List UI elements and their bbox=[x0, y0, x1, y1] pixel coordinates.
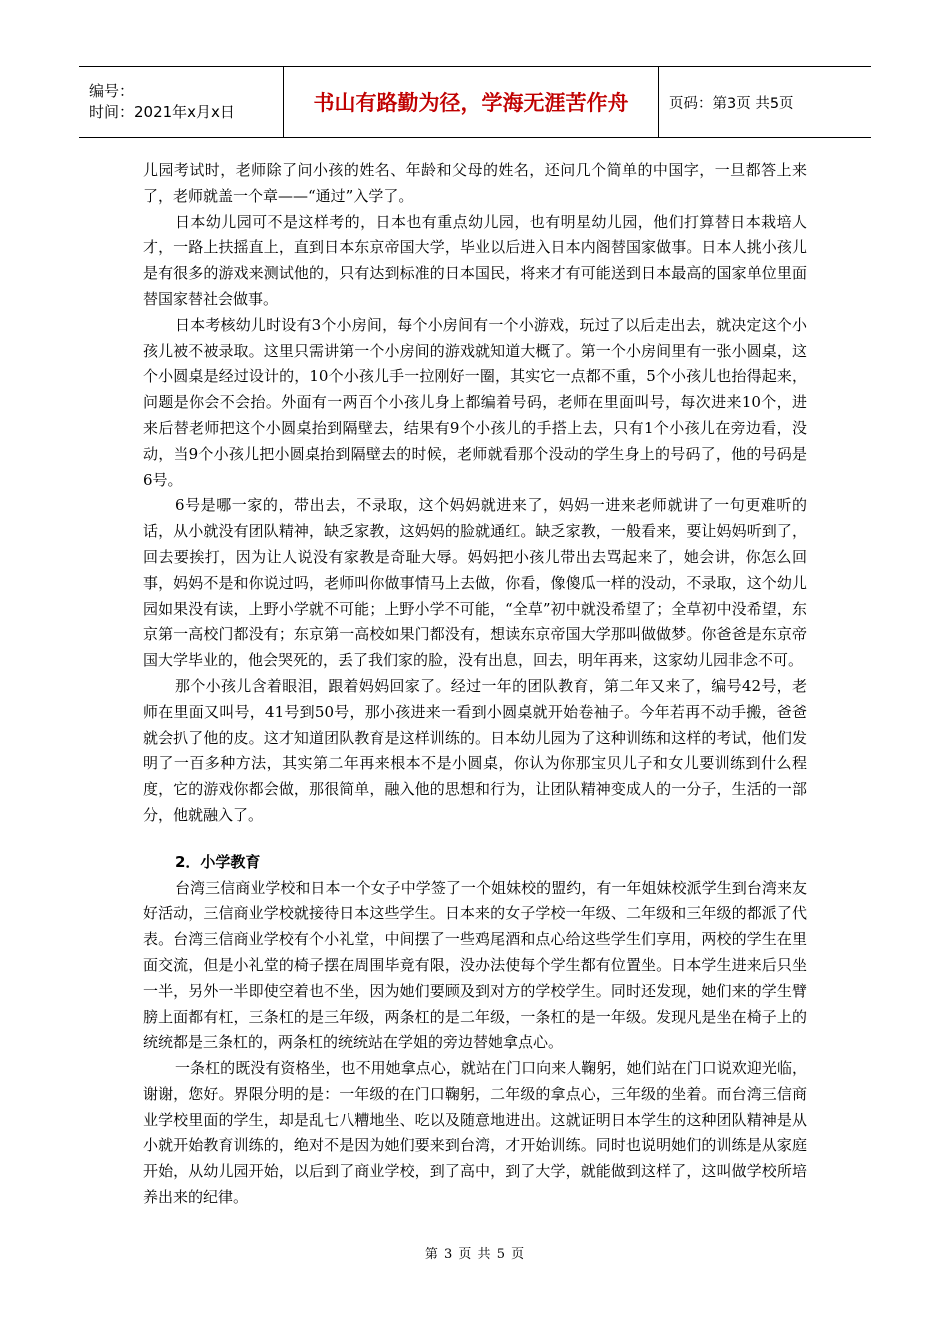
document-number-label: 编号： bbox=[89, 82, 135, 100]
header-meta bbox=[79, 67, 284, 137]
body-paragraph: 那个小孩儿含着眼泪，跟着妈妈回家了。经过一年的团队教育，第二年又来了，编号42号，老师在里面又叫号，41号到50号，那小孩进来一看到小圆桌就开始卷袖子。今年若再不动手搬，爸爸就会扒了他的皮。这才知道团队教育是这样训练的。日本幼儿园为了这种训练和这样的考试，他们发明了一百多种方法，其实第二年再来根本不是小圆桌，你认为你那宝贝儿子和女儿要训练到什么程度，它的游戏你都会做，那很简单，融入他的思想和行为，让团队精神变成人的一分子，生活的一部分，他就融入了。 bbox=[143, 676, 807, 824]
header-motto: 书山有路勤为径，学海无涯苦作舟 bbox=[313, 91, 629, 115]
header-motto-cell bbox=[284, 67, 659, 137]
body-paragraph: 台湾三信商业学校和日本一个女子中学签了一个姐妹校的盟约，有一年姐妹校派学生到台湾来友好活动，三信商业学校就接待日本这些学生。日本来的女子学校一年级、二年级和三年级的都派了代表。台湾三信商业学校有个小礼堂，中间摆了一些鸡尾酒和点心给这些学生们享用，两校的学生在里面交流，但是小礼堂的椅子摆在周围毕竟有限，没办法使每个学生都有位置坐。日本学生进来后只坐一半，另外一半即使空着也不坐，因为她们要顾及到对方的学校学生。同时还发现，她们来的学生臂膀上面都有杠，三条杠的是三年级，两条杠的是二年级，一条杠的是一年级。发现凡是坐在椅子上的统统都是三条杠的，两条杠的统统站在学姐的旁边替她拿点心。 bbox=[143, 878, 807, 1052]
body-paragraph: 一条杠的既没有资格坐，也不用她拿点心，就站在门口向来人鞠躬，她们站在门口说欢迎光临，谢谢，您好。界限分明的是：一年级的在门口鞠躬，二年级的拿点心，三年级的坐着。而台湾三信商业学校里面的学生，却是乱七八糟地坐、吃以及随意地进出。这就证明日本学生的这种团队精神是从小就开始教育训练的，绝对不是因为她们要来到台湾，才开始训练。同时也说明她们的训练是从家庭开始，从幼儿园开始，以后到了商业学校，到了高中，到了大学，就能做到这样了，这叫做学校所培养出来的纪律。 bbox=[143, 1059, 807, 1207]
body-paragraph: 日本幼儿园可不是这样考的，日本也有重点幼儿园，也有明星幼儿园，他们打算替日本栽培人才，一路上扶摇直上，直到日本东京帝国大学，毕业以后进入日本内阁替国家做事。日本人挑小孩儿是有很多的游戏来测试他的，只有达到标准的日本国民，将来才有可能送到日本最高的国家单位里面替国家替社会做事。 bbox=[143, 212, 807, 308]
header-page-cell bbox=[659, 67, 871, 137]
section-heading: 2．小学教育 bbox=[175, 852, 261, 871]
document-date-label: 时间：2021年x月x日 bbox=[89, 103, 235, 121]
page-footer: 第 3 页 共 5 页 bbox=[424, 1247, 526, 1262]
body-paragraph: 儿园考试时，老师除了问小孩的姓名、年龄和父母的姓名，还问几个简单的中国字，一旦都答上来了，老师就盖一个章——“通过”入学了。 bbox=[143, 161, 807, 205]
header-page-info: 页码：第3页 共5页 bbox=[669, 95, 794, 112]
document-body bbox=[143, 158, 807, 1211]
body-paragraph: 6号是哪一家的，带出去，不录取，这个妈妈就进来了，妈妈一进来老师就讲了一句更难听的话，从小就没有团队精神，缺乏家教，这妈妈的脸就通红。缺乏家教，一般看来，要让妈妈听到了，回去要挨打，因为让人说没有家教是奇耻大辱。妈妈把小孩儿带出去骂起来了，她会讲，你怎么回事，妈妈不是和你说过吗，老师叫你做事情马上去做，你看，像傻瓜一样的没动，不录取，这个幼儿园如果没有读，上野小学就不可能；上野小学不可能，“全草”初中就没希望了；全草初中没希望，东京第一高校门都没有；东京第一高校如果门都没有，想读东京帝国大学那叫做做梦。你爸爸是东京帝国大学毕业的，他会哭死的，丢了我们家的脸，没有出息，回去，明年再来，这家幼儿园非念不可。 bbox=[143, 496, 807, 670]
body-paragraph: 日本考核幼儿时设有3个小房间，每个小房间有一个小游戏，玩过了以后走出去，就决定这个小孩儿被不被录取。这里只需讲第一个小房间的游戏就知道大概了。第一个小房间里有一张小圆桌，这个小圆桌是经过设计的，10个小孩儿手一拉刚好一圈，其实它一点都不重，5个小孩儿也抬得起来，问题是你会不会抬。外面有一两百个小孩儿身上都编着号码，老师在里面叫号，每次进来10个，进来后替老师把这个小圆桌抬到隔壁去，结果有9个小孩儿的手搭上去，只有1个小孩儿在旁边看，没动，当9个小孩儿把小圆桌抬到隔壁去的时候，老师就看那个没动的学生身上的号码了，他的号码是6号。 bbox=[143, 315, 807, 489]
page-header bbox=[79, 66, 871, 138]
